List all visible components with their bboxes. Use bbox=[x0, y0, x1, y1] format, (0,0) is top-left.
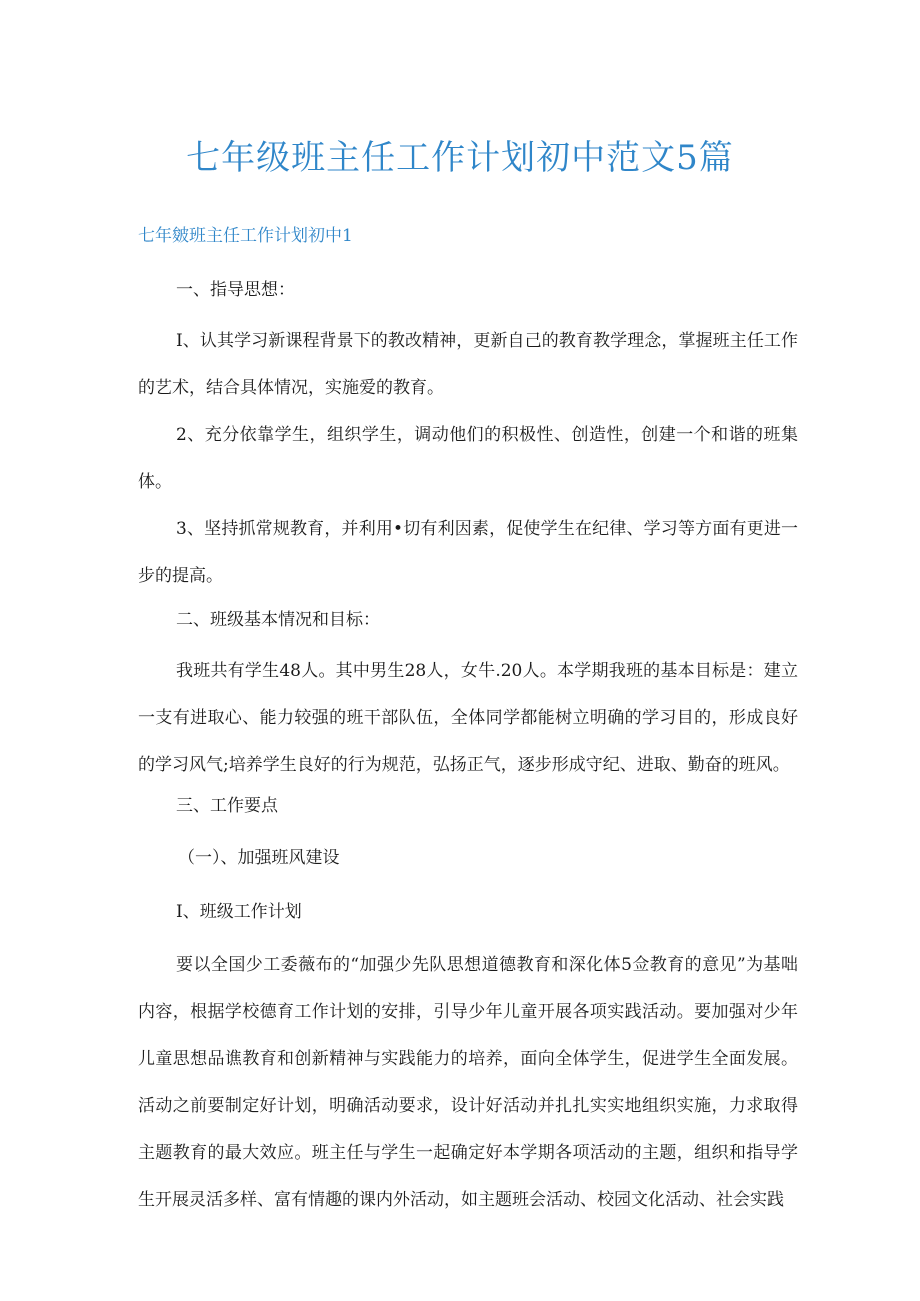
heading-class-plan: I、班级工作计划 bbox=[176, 902, 302, 922]
heading-class-style: （一）、加强班风建设 bbox=[178, 848, 340, 868]
heading-class-situation: 二、班级基本情况和目标： bbox=[176, 610, 380, 630]
section-subtitle: 七年皴班主任工作计划初中1 bbox=[138, 226, 353, 246]
document-title: 七年级班主任工作计划初中范文5篇 bbox=[186, 138, 734, 178]
paragraph-item-3: 3、坚持抓常规教育，并利用•切有利因素，促使学生在纪律、学习等方面有更进一步的提高。 bbox=[138, 519, 798, 586]
paragraph-class-goals: 我班共有学生48人。其中男生28人，女牛.20人。本学期我班的基本目标是：建立一支有进取心、能力较强的班干部队伍，全体同学都能树立明确的学习目的，形成良好的学习风气;培养学生良好的行为规范，弘扬正气，逐步形成守纪、进取、勤奋的班风。 bbox=[138, 661, 798, 775]
heading-work-points: 三、工作要点 bbox=[176, 796, 278, 816]
paragraph-activity-plan: 要以全国少工委薇布的“加强少先队思想道德教育和深化体5佥教育的意见”为基咄内容，根据学校德育工作计划的安排，引导少年儿童开展各项实践活动。要加强对少年儿童思想品谯教育和创新精神与实践能力的培养，面向全体学生，促进学生全面发展。活动之前要制定好计划，明确活动要求，设计好活动并扎扎实实地组织实施，力求取得主题教育的最大效应。班主任与学生一起确定好本学期各项活动的主题，组织和指导学生开展灵活多样、富有情趣的课内外活动，如主题班会活动、校园文化活动、社会实践 bbox=[138, 955, 798, 1210]
heading-guiding-thought: 一、指导思想： bbox=[176, 280, 295, 300]
paragraph-item-2: 2、充分依靠学生，组织学生，调动他们的积极性、创造性，创建一个和谐的班集体。 bbox=[138, 425, 798, 492]
paragraph-item-1: I、认其学习新课程背景下的教改精神，更新自己的教育教学理念，掌握班主任工作的艺术，结合具体情况，实施爱的教育。 bbox=[138, 331, 798, 398]
